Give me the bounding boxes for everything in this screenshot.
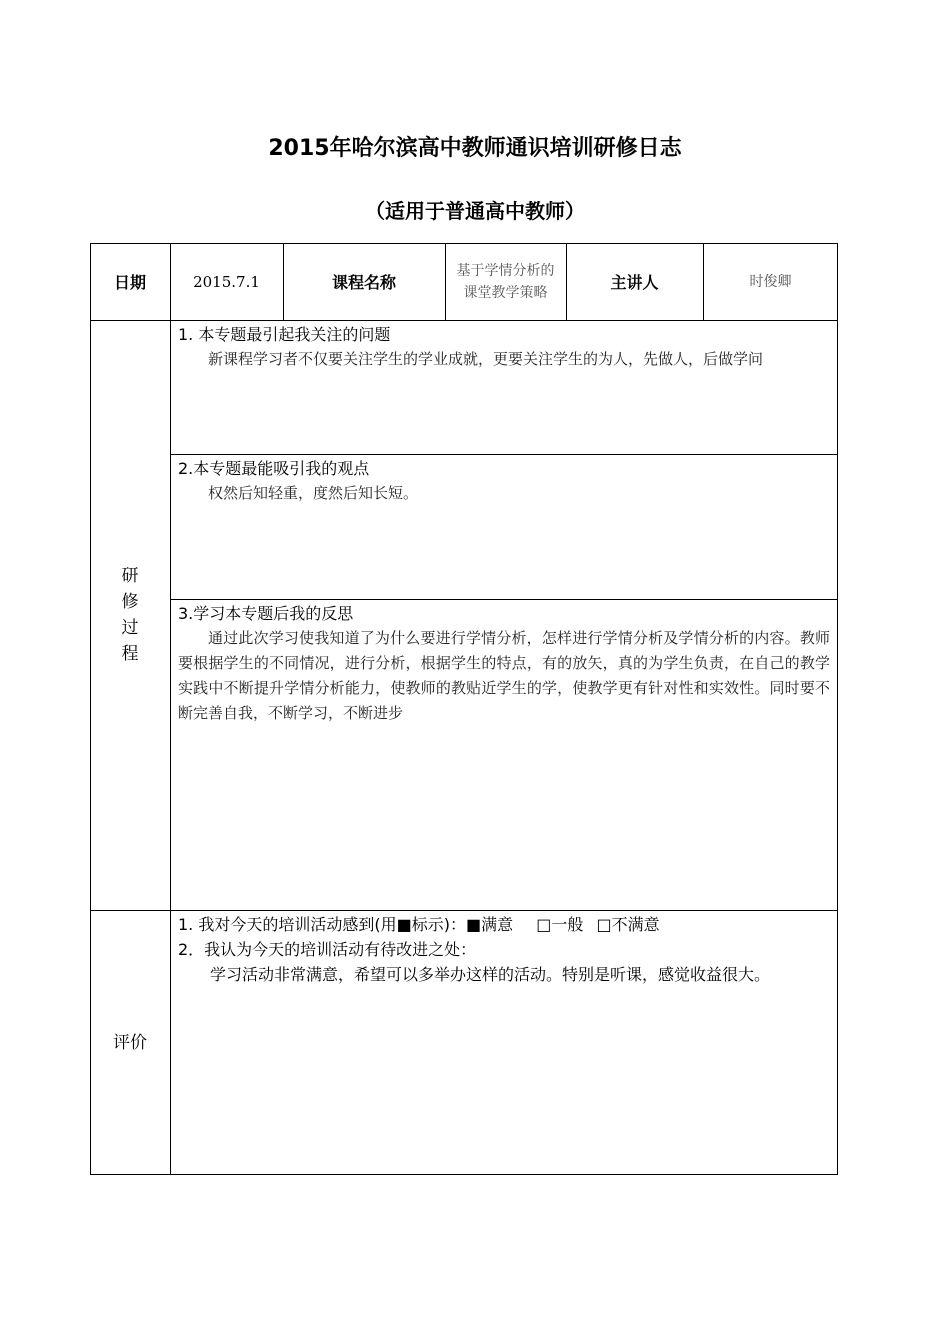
option-label: 一般 xyxy=(551,915,584,934)
evaluation-answer: 学习活动非常满意，希望可以多举办这样的活动。特别是听课，感觉收益很大。 xyxy=(210,965,771,984)
option-satisfied[interactable] xyxy=(466,915,513,934)
unchecked-box-icon: □ xyxy=(536,915,552,934)
option-average[interactable] xyxy=(536,915,583,934)
evaluation-question-2: 2．我认为今天的培训活动有待改进之处： xyxy=(178,940,477,959)
option-label: 不满意 xyxy=(611,915,660,934)
section-heading: 1. 本专题最引起我关注的问题 xyxy=(178,325,391,344)
row-divider xyxy=(170,599,838,600)
evaluation-content xyxy=(170,912,838,1172)
question-1-text: 1. 我对今天的培训活动感到(用■标示)： xyxy=(178,915,466,934)
section-heading: 3.学习本专题后我的反思 xyxy=(178,604,354,623)
unchecked-box-icon: □ xyxy=(596,915,612,934)
section-viewpoint xyxy=(170,456,838,596)
course-value: 基于学情分析的课堂教学策略 xyxy=(456,262,555,301)
process-label-char: 过 xyxy=(121,618,139,638)
evaluation-question-1 xyxy=(178,912,830,937)
section-concern xyxy=(170,322,838,452)
section-body: 通过此次学习使我知道了为什么要进行学情分析，怎样进行学情分析及学情分析的内容。教师要根据学生的不同情况，进行分析，根据学生的特点，有的放矢，真的为学生负责，在自己的教学实践中不断提升学情分析能力，使教师的教贴近学生的学，使教学更有针对性和实效性。同时要不断完善自我，不断学习，不断进步 xyxy=(178,629,830,722)
evaluation-label: 评价 xyxy=(113,1032,147,1053)
option-label: 满意 xyxy=(481,915,514,934)
process-label xyxy=(90,320,170,910)
speaker-value: 时俊卿 xyxy=(749,273,792,290)
page-subtitle: （适用于普通高中教师） xyxy=(365,199,585,223)
row-divider xyxy=(90,910,838,911)
option-unsatisfied[interactable] xyxy=(596,915,659,934)
course-label: 课程名称 xyxy=(331,273,396,292)
process-label-char: 研 xyxy=(121,566,139,586)
page-title: 2015年哈尔滨高中教师通识培训研修日志 xyxy=(268,136,682,161)
section-body: 权然后知轻重，度然后知长短。 xyxy=(208,484,419,502)
process-label-char: 程 xyxy=(121,644,139,664)
section-reflection xyxy=(170,601,838,906)
date-label: 日期 xyxy=(113,273,146,292)
speaker-label: 主讲人 xyxy=(610,273,659,292)
row-divider xyxy=(90,320,838,321)
date-value: 2015.7.1 xyxy=(193,272,260,291)
section-heading: 2.本专题最能吸引我的观点 xyxy=(178,459,370,478)
process-label-char: 修 xyxy=(121,592,139,612)
row-divider xyxy=(170,454,838,455)
checked-box-icon: ■ xyxy=(465,915,482,934)
section-body: 新课程学习者不仅要关注学生的学业成就，更要关注学生的为人，先做人，后做学问 xyxy=(208,350,764,368)
